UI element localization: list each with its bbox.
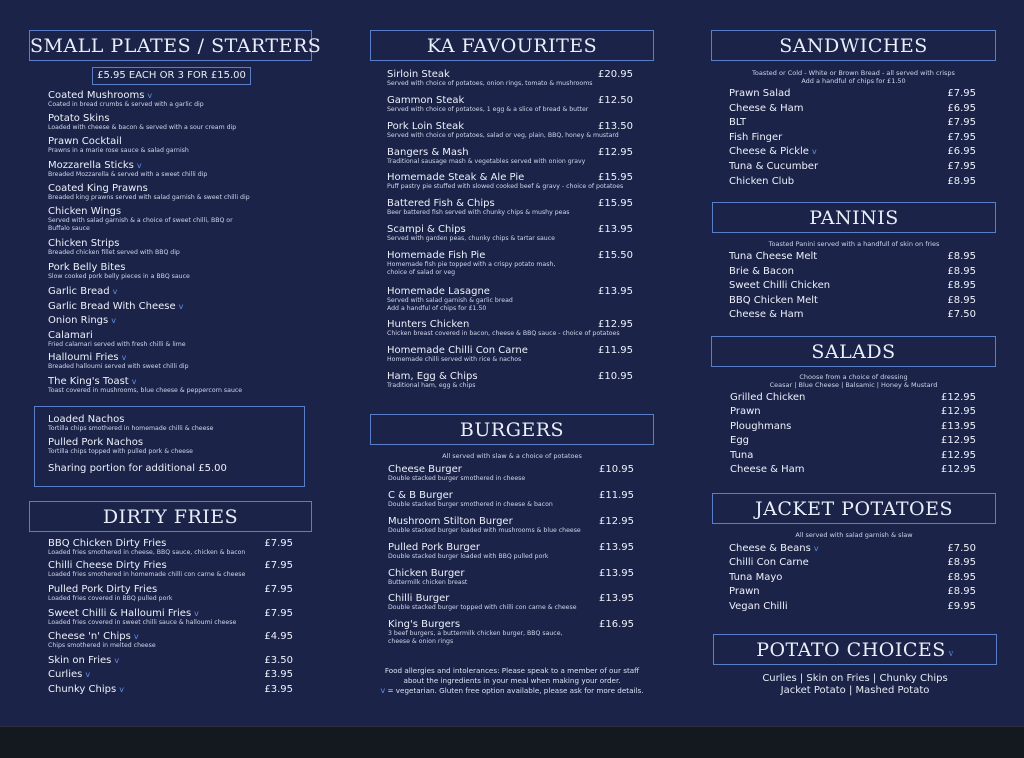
menu-item xyxy=(388,464,525,483)
menu-item xyxy=(729,146,817,157)
item-price: £13.50 xyxy=(598,121,633,132)
menu-item xyxy=(729,586,760,597)
item-name: Tuna Cheese Melt xyxy=(729,251,818,262)
item-name: Chicken Club xyxy=(729,176,795,187)
item-description: Served with salad garnish & garlic bread xyxy=(387,297,513,304)
item-price: £12.50 xyxy=(598,95,633,106)
item-name: Grilled Chicken xyxy=(730,392,806,403)
item-name: BLT xyxy=(729,117,747,128)
item-name: Tuna xyxy=(730,450,754,461)
menu-item xyxy=(48,301,183,312)
item-description: Loaded fries covered in BBQ pulled pork xyxy=(48,595,173,602)
item-price: £13.95 xyxy=(599,593,634,604)
vegetarian-icon: v xyxy=(112,287,118,296)
sandwiches-subtitle-1: Toasted or Cold - White or Brown Bread - all served with crisps xyxy=(752,69,955,77)
menu-item xyxy=(387,147,585,166)
item-name: Chicken Wings xyxy=(48,206,122,217)
item-description: Buffalo sauce xyxy=(48,224,90,232)
menu-item xyxy=(388,568,467,587)
small-plates-title: SMALL PLATES / STARTERS xyxy=(29,30,312,61)
item-name: Loaded Nachos xyxy=(48,414,125,425)
item-description: Coated in bread crumbs & served with a garlic dip xyxy=(48,101,204,108)
item-description: Double stacked burger loaded with mushrooms & blue cheese xyxy=(388,527,581,534)
item-description: Served with choice of potatoes, onion rings, tomato & mushrooms xyxy=(387,80,593,87)
item-name: Chilli Con Carne xyxy=(729,557,809,568)
item-price: £13.95 xyxy=(598,286,633,297)
item-price: £13.95 xyxy=(598,224,633,235)
menu-item xyxy=(729,251,817,262)
item-name: Homemade Lasagne xyxy=(387,286,490,297)
item-description: Slow cooked pork belly pieces in a BBQ sauce xyxy=(48,273,190,280)
item-name: Calamari xyxy=(48,330,93,341)
item-price: £12.95 xyxy=(598,319,633,330)
salads-subtitle-2: Ceasar | Blue Cheese | Balsamic | Honey & Mustard xyxy=(769,381,938,389)
item-price: £7.50 xyxy=(947,543,976,554)
menu-item xyxy=(48,183,250,202)
item-price: £7.95 xyxy=(264,560,293,571)
item-name: Cheese 'n' Chips v xyxy=(48,631,139,642)
menu-item xyxy=(729,117,746,128)
menu-item xyxy=(387,95,588,114)
item-description: Double stacked burger loaded with BBQ pulled pork xyxy=(388,553,549,560)
vegetarian-icon: v xyxy=(147,91,153,100)
item-description: Traditional ham, egg & chips xyxy=(387,382,476,389)
menu-item xyxy=(730,392,805,403)
item-name: Onion Rings v xyxy=(48,315,116,326)
item-description: Breaded chicken fillet served with BBQ dip xyxy=(48,249,180,256)
item-price: £12.95 xyxy=(941,406,976,417)
item-price: £6.95 xyxy=(947,146,976,157)
item-price: £7.95 xyxy=(947,88,976,99)
menu-item xyxy=(729,572,782,583)
item-price: £4.95 xyxy=(264,631,293,642)
paninis-title: PANINIS xyxy=(712,202,996,233)
item-price: £8.95 xyxy=(947,251,976,262)
item-description: Double stacked burger topped with chilli con carne & cheese xyxy=(388,604,577,611)
menu-item xyxy=(729,132,782,143)
menu-item xyxy=(387,319,620,338)
item-price: £8.95 xyxy=(947,557,976,568)
menu-item xyxy=(48,631,156,650)
jacket-potatoes-title: JACKET POTATOES xyxy=(712,493,996,524)
item-price: £13.95 xyxy=(599,542,634,553)
item-name: Homemade Steak & Ale Pie xyxy=(387,172,525,183)
menu-item xyxy=(48,330,186,349)
menu-item xyxy=(729,266,794,277)
item-description: cheese & onion rings xyxy=(388,637,454,645)
item-description: Puff pastry pie stuffed with slowed cooked beef & gravy - choice of potatoes xyxy=(387,183,624,190)
allergy-line-3: v = vegetarian. Gluten free option available, please ask for more details. xyxy=(380,686,644,695)
item-name: Pork Loin Steak xyxy=(387,121,465,132)
item-name: Pulled Pork Nachos xyxy=(48,437,144,448)
menu-item xyxy=(387,250,555,276)
item-name: Chilli Burger xyxy=(388,593,450,604)
sandwiches-title: SANDWICHES xyxy=(711,30,996,61)
item-price: £10.95 xyxy=(598,371,633,382)
item-description: Chicken breast covered in bacon, cheese & BBQ sauce - choice of potatoes xyxy=(387,330,620,337)
window-bottom-bar xyxy=(0,726,1024,758)
menu-item xyxy=(729,601,788,612)
vegetarian-icon: v xyxy=(194,609,199,618)
item-description: Double stacked burger smothered in cheese xyxy=(388,475,526,482)
menu-item xyxy=(387,121,619,140)
item-name: Pulled Pork Burger xyxy=(388,542,481,553)
item-description: Buttermilk chicken breast xyxy=(388,579,468,586)
item-description: Chips smothered in melted cheese xyxy=(48,642,156,649)
item-price: £11.95 xyxy=(599,490,634,501)
menu-item xyxy=(48,376,242,395)
menu-item xyxy=(388,593,577,612)
item-description: Breaded king prawns served with salad garnish & sweet chilli dip xyxy=(48,194,250,201)
item-price: £20.95 xyxy=(598,69,633,80)
item-name: Chunky Chips v xyxy=(48,684,124,695)
item-description: Tortilla chips topped with pulled pork & cheese xyxy=(48,448,193,455)
menu-item xyxy=(729,557,809,568)
menu-item xyxy=(730,450,753,461)
menu-item xyxy=(387,371,478,390)
menu-item xyxy=(388,542,549,561)
item-description: 3 beef burgers, a buttermilk chicken burger, BBQ sauce, xyxy=(388,630,563,637)
menu-item xyxy=(387,345,528,364)
vegetarian-icon: v xyxy=(813,544,819,553)
item-name: Tuna Mayo xyxy=(729,572,783,583)
item-price: £15.50 xyxy=(598,250,633,261)
menu-item xyxy=(48,584,173,603)
menu-item xyxy=(48,238,180,257)
item-price: £12.95 xyxy=(941,435,976,446)
item-name: Coated King Prawns xyxy=(48,183,148,194)
dirty-fries-title: DIRTY FRIES xyxy=(29,501,312,532)
item-description: Loaded fries smothered in homemade chilli con carne & cheese xyxy=(48,571,246,578)
item-description: Beer battered fish served with chunky chips & mushy peas xyxy=(387,209,570,216)
vegetarian-icon: v xyxy=(119,685,124,694)
allergy-line-2: about the ingredients in your meal when making your order. xyxy=(403,676,621,685)
menu-item xyxy=(48,315,116,326)
menu-item xyxy=(730,435,749,446)
menu-item xyxy=(48,414,213,433)
item-name: Pulled Pork Dirty Fries xyxy=(48,584,158,595)
item-price: £7.95 xyxy=(264,608,293,619)
item-price: £10.95 xyxy=(599,464,634,475)
item-price: £3.95 xyxy=(264,684,293,695)
menu-item xyxy=(48,684,124,695)
potato-choices-title: POTATO CHOICES v xyxy=(713,634,997,665)
vegetarian-icon: v xyxy=(811,147,817,156)
item-name: Homemade Chilli Con Carne xyxy=(387,345,528,356)
item-price: £9.95 xyxy=(947,601,976,612)
menu-item xyxy=(48,286,117,297)
item-name: Mozzarella Sticks v xyxy=(48,160,142,171)
menu-item xyxy=(729,295,818,306)
menu-item xyxy=(730,421,791,432)
item-name: Curlies v xyxy=(48,669,91,680)
item-name: Prawn xyxy=(729,586,760,597)
small-plates-price-note: £5.95 EACH OR 3 FOR £15.00 xyxy=(92,67,251,85)
item-description: Served with choice of potatoes, 1 egg & a slice of bread & butter xyxy=(387,106,589,113)
menu-item xyxy=(48,560,245,579)
menu-item xyxy=(387,198,569,217)
menu-item xyxy=(388,490,553,509)
vegetarian-icon: v xyxy=(121,353,127,362)
menu-item xyxy=(48,136,189,155)
item-name: Battered Fish & Chips xyxy=(387,198,495,209)
item-price: £3.95 xyxy=(264,669,293,680)
item-description: Loaded with cheese & bacon & served with a sour cream dip xyxy=(48,124,237,131)
item-name: Ploughmans xyxy=(730,421,792,432)
item-name: Prawn Salad xyxy=(729,88,791,99)
item-name: Chilli Cheese Dirty Fries xyxy=(48,560,167,571)
item-price: £8.95 xyxy=(947,572,976,583)
menu-item xyxy=(48,160,207,179)
item-price: £12.95 xyxy=(941,464,976,475)
vegetarian-icon: v xyxy=(136,161,142,170)
nachos-sharing-note: Sharing portion for additional £5.00 xyxy=(48,463,227,474)
item-price: £13.95 xyxy=(599,568,634,579)
menu-item xyxy=(48,113,236,132)
item-price: £12.95 xyxy=(941,392,976,403)
favourites-title: KA FAVOURITES xyxy=(370,30,654,61)
item-name: Skin on Fries v xyxy=(48,655,120,666)
item-name: Halloumi Fries v xyxy=(48,352,127,363)
menu-item xyxy=(729,280,830,291)
item-name: BBQ Chicken Dirty Fries xyxy=(48,538,167,549)
item-price: £7.95 xyxy=(947,132,976,143)
item-price: £12.95 xyxy=(598,147,633,158)
menu-item xyxy=(388,619,562,645)
item-name: Hunters Chicken xyxy=(387,319,470,330)
sandwiches-subtitle-2: Add a handful of chips for £1.50 xyxy=(801,77,906,85)
item-price: £12.95 xyxy=(941,450,976,461)
item-price: £11.95 xyxy=(598,345,633,356)
item-name: Coated Mushrooms v xyxy=(48,90,153,101)
item-name: Prawn Cocktail xyxy=(48,136,122,147)
item-name: Sirloin Steak xyxy=(387,69,450,80)
item-description: Homemade chilli served with rice & nachos xyxy=(387,356,522,363)
item-name: Scampi & Chips xyxy=(387,224,466,235)
menu-item xyxy=(387,69,592,88)
menu-item xyxy=(730,406,761,417)
menu-item xyxy=(48,538,245,557)
item-name: Homemade Fish Pie xyxy=(387,250,486,261)
item-name: Sweet Chilli Chicken xyxy=(729,280,831,291)
menu-item xyxy=(729,88,791,99)
item-description: Served with salad garnish & a choice of sweet chilli, BBQ or xyxy=(48,217,233,224)
burgers-subtitle: All served with slaw & a choice of potatoes xyxy=(442,452,582,460)
item-price: £15.95 xyxy=(598,172,633,183)
paninis-subtitle: Toasted Panini served with a handfull of skin on fries xyxy=(768,240,940,248)
item-name: Fish Finger xyxy=(729,132,783,143)
item-price: £8.95 xyxy=(947,295,976,306)
menu-item xyxy=(729,309,804,320)
item-name: Chicken Burger xyxy=(388,568,465,579)
item-name: Cheese & Ham xyxy=(729,103,804,114)
item-name: Mushroom Stilton Burger xyxy=(388,516,513,527)
item-price: £13.95 xyxy=(941,421,976,432)
menu-item xyxy=(48,352,189,371)
item-name: Egg xyxy=(730,435,750,446)
item-name: Cheese & Pickle v xyxy=(729,146,817,157)
item-name: Chicken Strips xyxy=(48,238,120,249)
item-name: Cheese & Ham xyxy=(729,309,804,320)
vegetarian-icon: v xyxy=(114,656,120,665)
item-price: £7.95 xyxy=(264,584,293,595)
vegetarian-icon: v xyxy=(948,649,954,658)
item-description: Loaded fries covered in sweet chilli sauce & halloumi cheese xyxy=(48,619,237,626)
item-price: £3.50 xyxy=(264,655,293,666)
item-name: Tuna & Cucumber xyxy=(729,161,819,172)
item-description: Loaded fries smothered in cheese, BBQ sauce, chicken & bacon xyxy=(48,549,246,556)
menu-item xyxy=(387,224,555,243)
item-name: Cheese & Ham xyxy=(730,464,805,475)
menu-item xyxy=(48,206,233,232)
item-description: Traditional sausage mash & vegetables served with onion gravy xyxy=(387,158,586,165)
menu-item xyxy=(730,464,805,475)
menu-item xyxy=(729,103,804,114)
item-description: Double stacked burger smothered in cheese & bacon xyxy=(388,501,553,508)
item-name: Brie & Bacon xyxy=(729,266,794,277)
item-name: Sweet Chilli & Halloumi Fries v xyxy=(48,608,199,619)
potato-choices-line-2: Jacket Potato | Mashed Potato xyxy=(780,685,930,696)
menu-item xyxy=(729,176,794,187)
item-price: £12.95 xyxy=(599,516,634,527)
item-price: £16.95 xyxy=(599,619,634,630)
menu-item xyxy=(48,437,193,456)
item-name: Cheese & Beans v xyxy=(729,543,819,554)
item-description: Homemade fish pie topped with a crispy potato mash, xyxy=(387,261,556,268)
item-description: Toast covered in mushrooms, blue cheese & peppercorn sauce xyxy=(48,387,243,394)
vegetarian-icon: v xyxy=(133,632,139,641)
item-name: Prawn xyxy=(730,406,761,417)
item-name: Garlic Bread With Cheese v xyxy=(48,301,184,312)
menu-item xyxy=(48,669,90,680)
allergy-notice xyxy=(360,666,664,696)
item-description: Prawns in a marie rose sauce & salad garnish xyxy=(48,147,189,154)
item-price: £7.95 xyxy=(947,117,976,128)
vegetarian-icon: v xyxy=(131,377,137,386)
item-price: £6.95 xyxy=(947,103,976,114)
salads-subtitle-1: Choose from a choice of dressing xyxy=(799,373,908,381)
vegetarian-icon: v xyxy=(380,686,386,695)
item-price: £15.95 xyxy=(598,198,633,209)
item-name: Garlic Bread v xyxy=(48,286,118,297)
item-name: Gammon Steak xyxy=(387,95,465,106)
menu-item xyxy=(48,262,190,281)
item-name: Bangers & Mash xyxy=(387,147,469,158)
item-name: The King's Toast v xyxy=(48,376,137,387)
menu-item xyxy=(48,90,204,109)
item-price: £8.95 xyxy=(947,266,976,277)
menu-item xyxy=(48,608,236,627)
item-description: Served with garden peas, chunky chips & tartar sauce xyxy=(387,235,555,242)
item-name: Pork Belly Bites xyxy=(48,262,126,273)
salads-title: SALADS xyxy=(711,336,996,367)
item-description: Fried calamari served with fresh chilli & lime xyxy=(48,341,186,348)
menu-item xyxy=(48,655,119,666)
menu-item xyxy=(729,543,819,554)
item-name: Potato Skins xyxy=(48,113,110,124)
potato-choices-line-1: Curlies | Skin on Fries | Chunky Chips xyxy=(762,673,948,684)
vegetarian-icon: v xyxy=(111,316,116,325)
item-price: £8.95 xyxy=(947,586,976,597)
item-name: Vegan Chilli xyxy=(729,601,788,612)
menu-item xyxy=(387,286,513,312)
item-description: Tortilla chips smothered in homemade chilli & cheese xyxy=(48,425,214,432)
item-description: Breaded Mozzarella & served with a sweet chilli dip xyxy=(48,171,208,178)
item-price: £7.50 xyxy=(947,309,976,320)
allergy-line-1: Food allergies and intolerances: Please speak to a member of our staff xyxy=(384,666,640,675)
item-description: Breaded halloumi served with sweet chilli dip xyxy=(48,363,189,370)
item-name: C & B Burger xyxy=(388,490,453,501)
item-price: £8.95 xyxy=(947,176,976,187)
item-name: King's Burgers xyxy=(388,619,461,630)
item-price: £7.95 xyxy=(947,161,976,172)
item-price: £8.95 xyxy=(947,280,976,291)
item-name: Cheese Burger xyxy=(388,464,462,475)
menu-item xyxy=(388,516,581,535)
item-price: £7.95 xyxy=(264,538,293,549)
item-description: Served with choice of potatoes, salad or veg, plain, BBQ, honey & mustard xyxy=(387,132,619,139)
jacket-potatoes-subtitle: All served with salad garnish & slaw xyxy=(795,531,913,539)
vegetarian-icon: v xyxy=(178,302,184,311)
item-name: BBQ Chicken Melt xyxy=(729,295,818,306)
burgers-title: BURGERS xyxy=(370,414,654,445)
item-name: Ham, Egg & Chips xyxy=(387,371,478,382)
vegetarian-icon: v xyxy=(85,670,91,679)
item-description: Add a handful of chips for £1.50 xyxy=(387,304,487,312)
item-description: choice of salad or veg xyxy=(387,268,456,276)
menu-item xyxy=(729,161,818,172)
